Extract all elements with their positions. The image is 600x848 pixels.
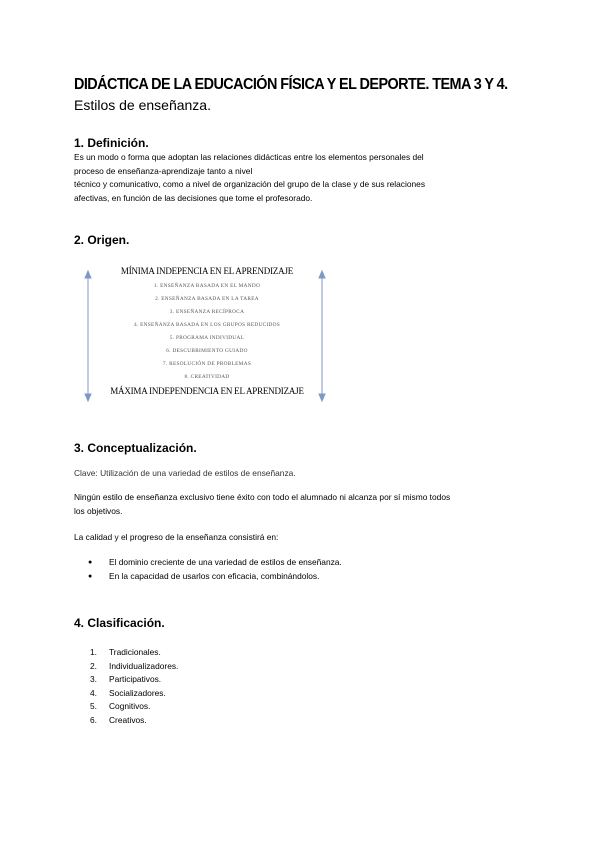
definition-line: proceso de enseñanza-aprendizaje tanto a nivel <box>74 165 253 176</box>
definition-paragraph <box>74 151 534 205</box>
diagram-item: 8. CREATIVIDAD <box>184 374 230 380</box>
section-heading-definicion: 1. Definición. <box>74 136 149 150</box>
list-item: 4. Socializadores. <box>90 687 166 698</box>
paragraph-line: Ningún estilo de enseñanza exclusivo tiene éxito con todo el alumnado ni alcanza por sí mismo todos <box>74 492 451 502</box>
definition-line: Es un modo o forma que adoptan las relaciones didácticas entre los elementos personales del <box>74 152 424 162</box>
list-item: 3. Participativos. <box>90 674 162 684</box>
conceptualization-bullet-list <box>74 556 342 583</box>
diagram-item: 5. PROGRAMA INDIVIDUAL <box>169 335 245 341</box>
section-heading-clasificacion: 4. Clasificación. <box>74 616 165 630</box>
list-item: ● En la capacidad de usarlos con eficacia, combinándolos. <box>74 570 342 584</box>
diagram-item: 4. ENSEÑANZA BASADA EN LOS GRUPOS REDUCIDOS <box>133 322 281 328</box>
definition-line: afectivas, en función de las decisiones que tome el profesorado. <box>74 192 313 203</box>
section-heading-origen: 2. Origen. <box>74 233 130 247</box>
list-item: 5. Cognitivos. <box>90 701 151 711</box>
document-subtitle: Estilos de enseñanza. <box>74 97 211 113</box>
diagram-top-label: MÍNIMA INDEPENCIA EN EL APRENDIZAJE <box>120 266 294 276</box>
clave-text: Clave: Utilización de una variedad de estilos de enseñanza. <box>74 468 296 478</box>
definition-line: técnico y comunicativo, como a nivel de organización del grupo de la clase y de sus relaciones <box>74 179 426 189</box>
paragraph-line: los objetivos. <box>74 505 123 516</box>
section-heading-conceptualizacion: 3. Conceptualización. <box>74 441 197 455</box>
diagram-item: 6. DESCUBRIMIENTO GUIADO <box>166 348 248 354</box>
diagram-item: 1. ENSEÑANZA BASADA EN EL MANDO <box>153 283 261 289</box>
list-item: 1. Tradicionales. <box>90 647 161 657</box>
list-item: 2. Individualizadores. <box>90 660 179 671</box>
diagram-bottom-label: MÁXIMA INDEPENDENCIA EN EL APRENDIZAJE <box>110 386 304 396</box>
teaching-styles-diagram <box>82 262 332 402</box>
conceptualization-paragraph <box>74 491 534 518</box>
list-item: ● El dominio creciente de una variedad de estilos de enseñanza. <box>74 556 342 570</box>
classification-list <box>74 646 178 727</box>
diagram-item: 7. RESOLUCIÓN DE PROBLEMAS <box>162 361 252 367</box>
diagram-item: 3. ENSEÑANZA RECÍPROCA <box>169 309 245 315</box>
document-title: DIDÁCTICA DE LA EDUCACIÓN FÍSICA Y EL DEPORTE. TEMA 3 Y 4. <box>74 76 508 93</box>
diagram-item: 2. ENSEÑANZA BASADA EN LA TAREA <box>155 296 259 302</box>
list-item: 6. Creativos. <box>90 714 147 725</box>
bullet-icon: ● <box>88 572 93 580</box>
bullet-icon: ● <box>88 559 93 566</box>
quality-paragraph: La calidad y el progreso de la enseñanza consistirá en: <box>74 532 279 542</box>
